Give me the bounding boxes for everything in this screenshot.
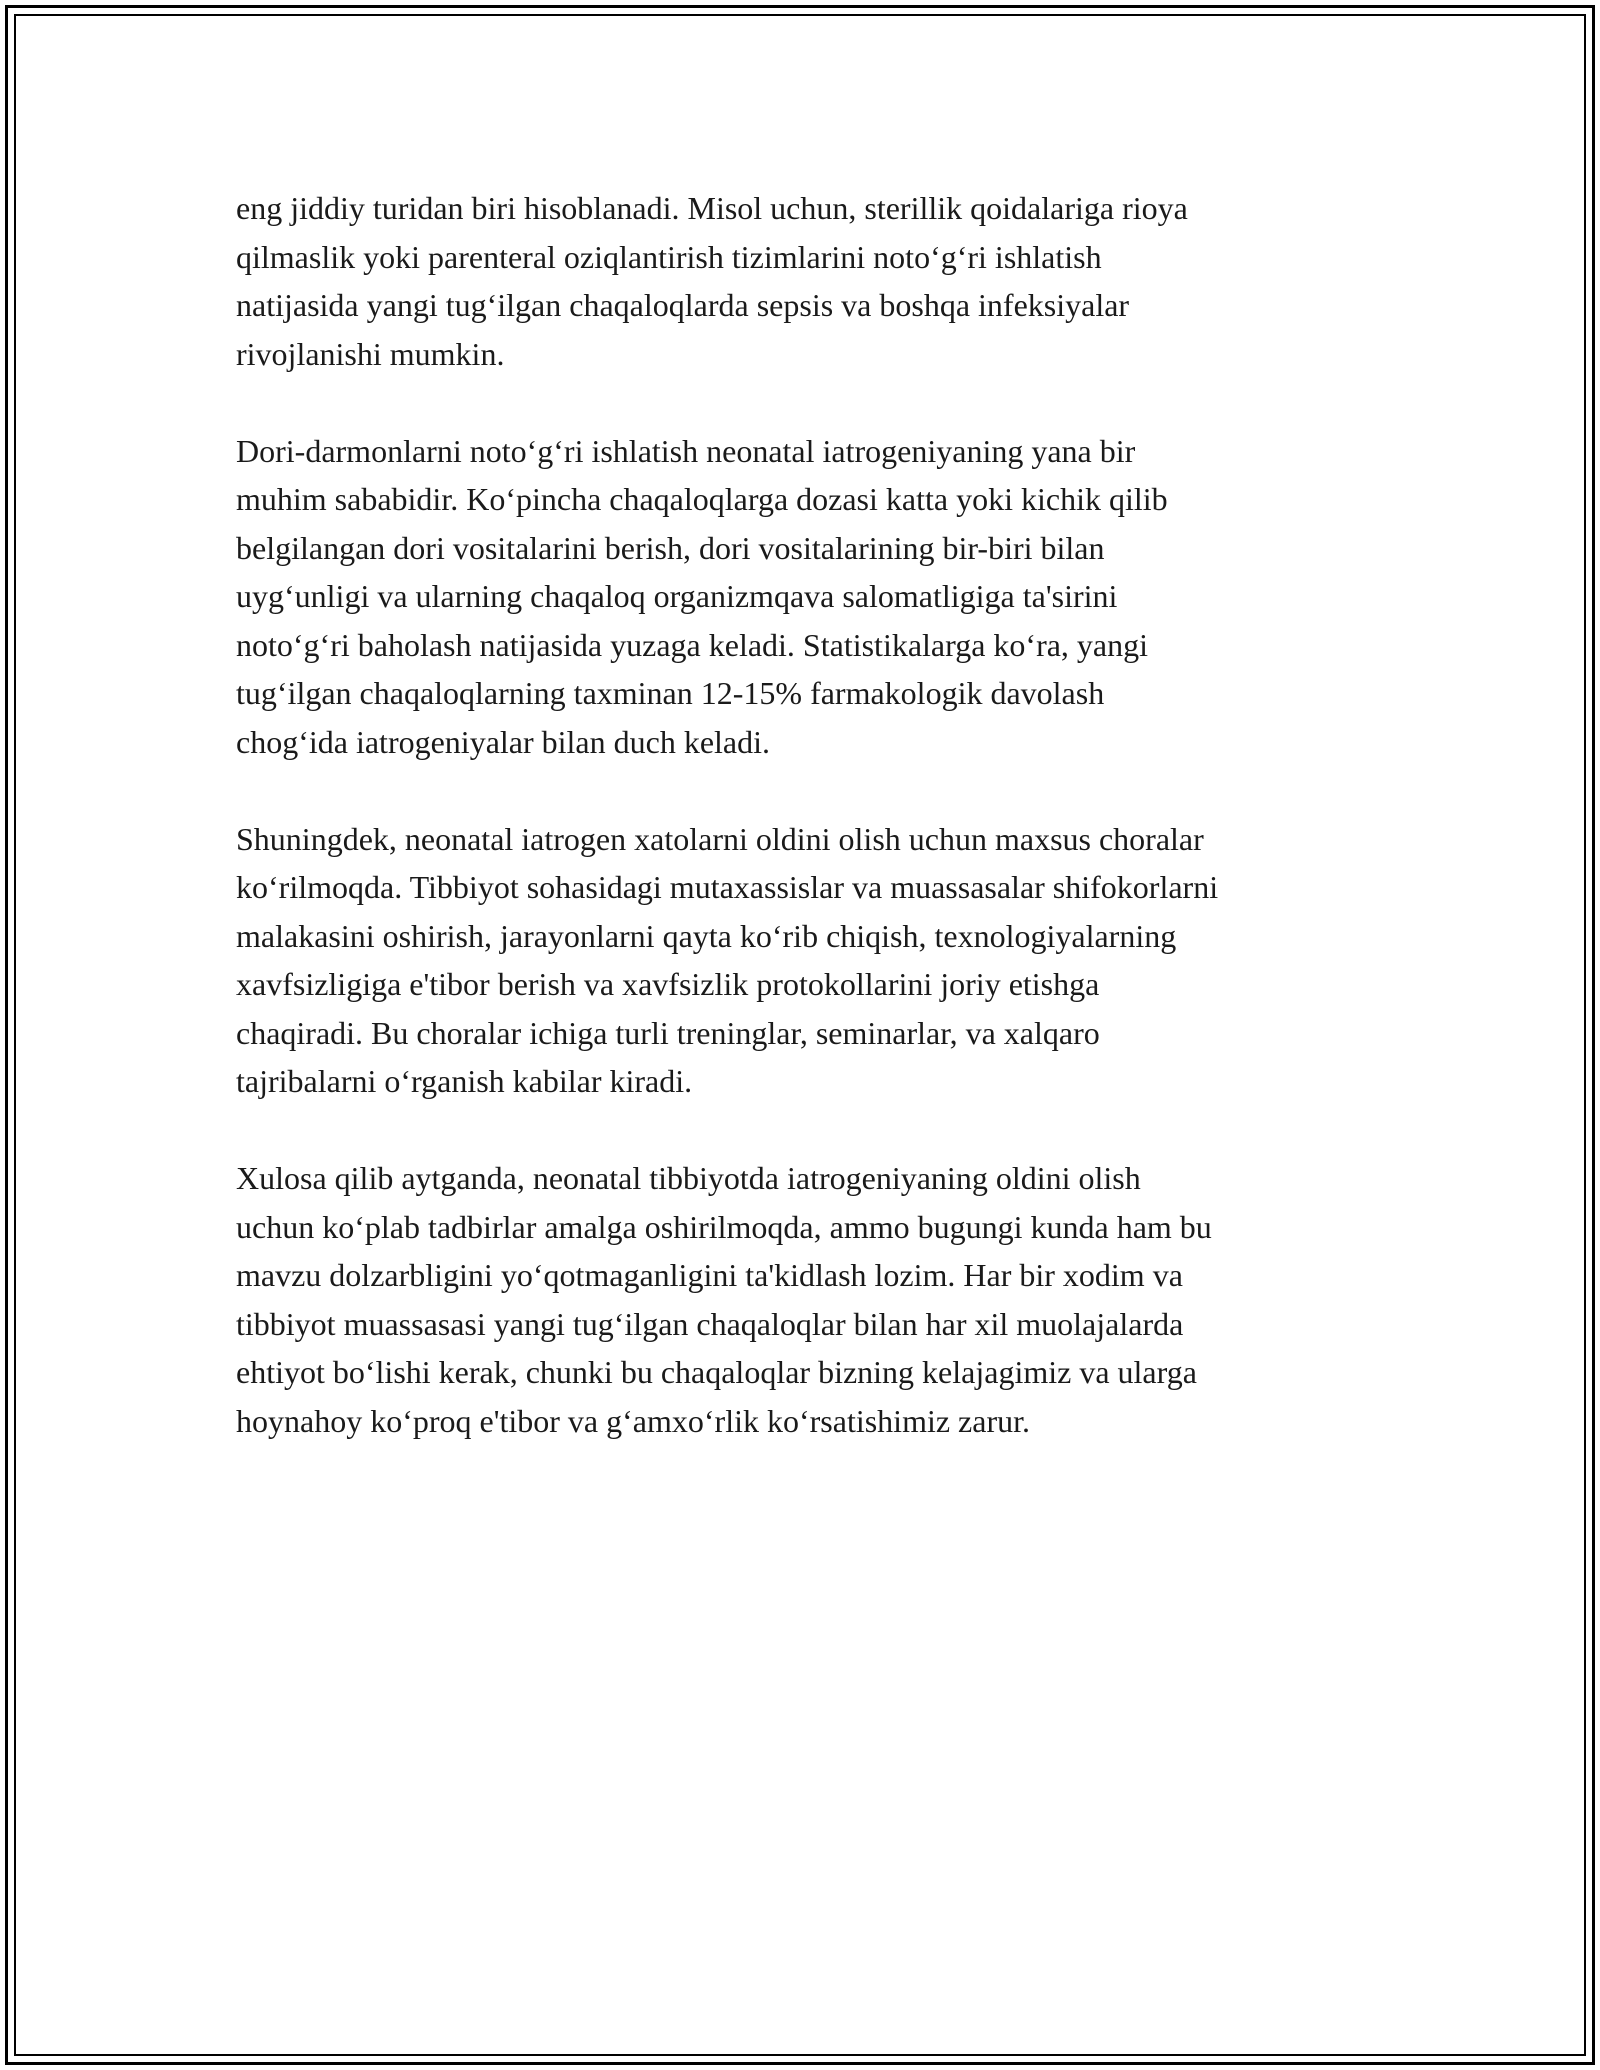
paragraph-3: Shuningdek, neonatal iatrogen xatolarni oldini olish uchun maxsus choralar ko‘rilmoqda. Tibbiyot sohasidagi mutaxassislar va muassasalar shifokorlarni malakasini oshirish, jarayonlarni qayta ko‘rib chiqish, texnologiyalarning xavfsizligiga e'tibor berish va xavfsizlik protokollarini joriy etishga chaqiradi. Bu choralar ichiga turli treninglar, seminarlar, va xalqaro tajribalarni o‘rganish kabilar kiradi. bbox=[236, 820, 1219, 1099]
paragraph-1: eng jiddiy turidan biri hisoblanadi. Misol uchun, sterillik qoidalariga rioya qilmaslik yoki parenteral oziqlantirish tizimlarini noto‘g‘ri ishlatish natijasida yangi tug‘ilgan chaqaloqlarda sepsis va boshqa infeksiyalar rivojlanishi mumkin. bbox=[236, 190, 1188, 372]
paragraph-4: Xulosa qilib aytganda, neonatal tibbiyotda iatrogeniyaning oldini olish uchun ko‘plab tadbirlar amalga oshirilmoqda, ammo bugungi kunda ham bu mavzu dolzarbligini yo‘qotmaganligini ta'kidlash lozim. Har bir xodim va tibbiyot muassasasi yangi tug‘ilgan chaqaloqlar bilan har xil muolajalarda ehtiyot bo‘lishi kerak, chunki bu chaqaloqlar bizning kelajagimiz va ularga hoynahoy ko‘proq e'tibor va g‘amxo‘rlik ko‘rsatishimiz zarur. bbox=[236, 1160, 1212, 1439]
paragraph-2: Dori-darmonlarni noto‘g‘ri ishlatish neonatal iatrogeniyaning yana bir muhim sababidir. Ko‘pincha chaqaloqlarga dozasi katta yoki kichik qilib belgilangan dori vositalarini berish, dori vositalarining bir-biri bilan uyg‘unligi va ularning chaqaloq organizmqava salomatligiga ta'sirini noto‘g‘ri baholash natijasida yuzaga keladi. Statistikalarga ko‘ra, yangi tug‘ilgan chaqaloqlarning taxminan 12-15% farmakologik davolash chog‘ida iatrogeniyalar bilan duch keladi. bbox=[236, 432, 1168, 760]
document-body bbox=[236, 184, 1386, 1494]
